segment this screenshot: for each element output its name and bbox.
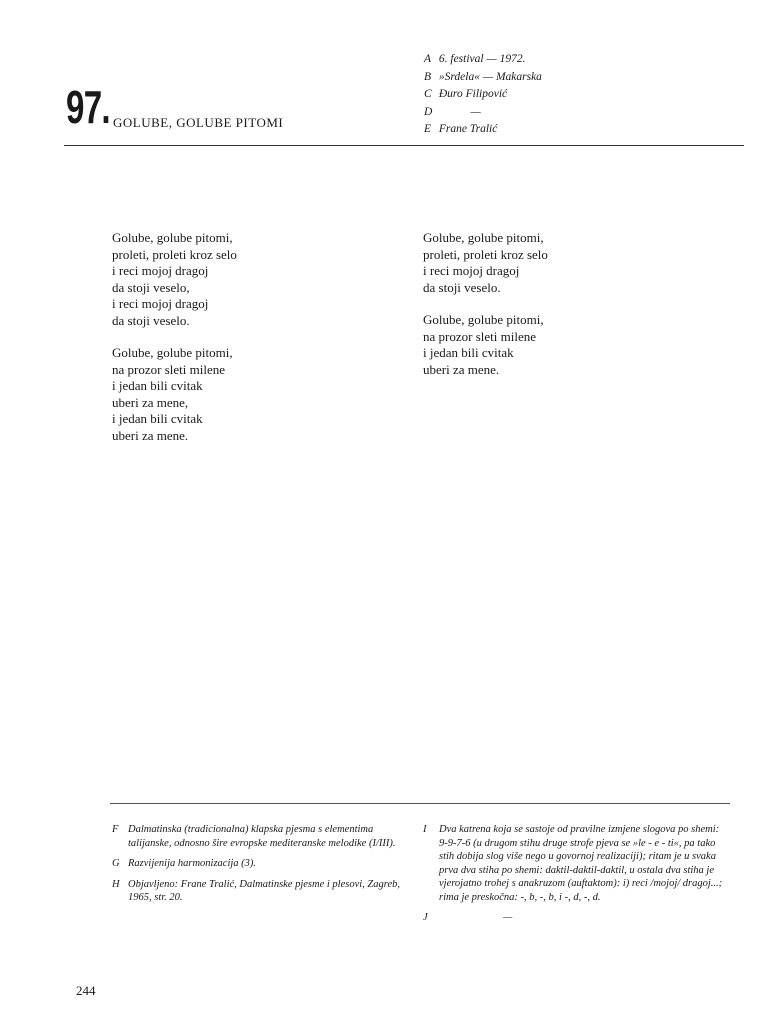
- lyric-line: uberi za mene,: [112, 394, 189, 410]
- note-key: I: [423, 824, 427, 835]
- lyric-line: da stoji veselo.: [423, 279, 501, 295]
- song-number: 97.: [66, 81, 110, 133]
- meta-value: Đuro Filipović: [438, 88, 508, 100]
- lyrics-right-column: [423, 230, 548, 394]
- meta-key: B: [424, 70, 432, 83]
- song-title: GOLUBE, GOLUBE PITOMI: [113, 115, 284, 130]
- metadata-block: [424, 51, 542, 139]
- note-key: F: [112, 824, 119, 835]
- meta-key: A: [424, 53, 432, 65]
- note-key: G: [112, 858, 120, 869]
- meta-row-a: [424, 51, 542, 69]
- lyric-line: da stoji veselo.: [112, 312, 190, 328]
- note-text: Dalmatinska (tradicionalna) klapska pjesma s elementima talijanske, odnosno šire evropske mediteranske melodike (I/III).: [128, 824, 396, 849]
- stanza-1: [423, 230, 548, 296]
- lyric-line: Golube, golube pitomi,: [112, 230, 233, 245]
- meta-value: —: [438, 105, 481, 118]
- note-f: [112, 823, 402, 850]
- notes-left-column: [112, 823, 402, 912]
- lyric-line: uberi za mene.: [112, 427, 189, 443]
- lyric-line: proleti, proleti kroz selo: [423, 246, 548, 262]
- meta-row-b: [424, 69, 542, 87]
- meta-value: Frane Tralić: [438, 123, 498, 135]
- note-text: —: [503, 912, 513, 923]
- lyric-line: Golube, golube pitomi,: [423, 312, 544, 327]
- header-divider: [64, 145, 744, 146]
- note-text: Razvijenija harmonizacija (3).: [128, 858, 257, 869]
- meta-key: C: [424, 88, 432, 100]
- meta-row-c: [424, 86, 542, 104]
- note-text: Dva katrena koja se sastoje od pravilne izmjene slogova po shemi: 9-9-7-6 (u drugom stihu druge strofe pjeva se »le - e - ti«, pa tako stih dobija slog više nego u govornoj realizaciji); ritam je u svaka prva dva stiha po shemi: daktil-daktil-daktil, u ostala dva stiha je vjerojatno trohej s anakruzom (auftaktom): i) reci /mojoj/ dragoj...; rima je preskočna: -, b, -, b, i -, d, -, d.: [439, 824, 723, 903]
- note-g: [112, 857, 402, 871]
- page-number: 244: [76, 983, 96, 998]
- meta-value: 6. festival — 1972.: [438, 53, 526, 65]
- lyric-line: i jedan bili cvitak: [423, 345, 514, 360]
- meta-row-d: [424, 104, 542, 122]
- lyric-line: na prozor sleti milene: [112, 361, 225, 377]
- note-key: H: [112, 878, 120, 890]
- note-i: [423, 823, 728, 904]
- lyric-line: Golube, golube pitomi,: [112, 345, 233, 360]
- lyric-line: i reci mojoj dragoj: [112, 296, 209, 311]
- meta-row-e: [424, 121, 542, 139]
- lyric-line: na prozor sleti milene: [423, 328, 536, 344]
- lyric-line: Golube, golube pitomi,: [423, 230, 544, 245]
- lyric-line: i reci mojoj dragoj: [423, 263, 520, 278]
- lyric-line: uberi za mene.: [423, 361, 500, 377]
- lyrics-left-column: [112, 230, 237, 460]
- stanza-1: [112, 230, 237, 329]
- notes-divider: [110, 803, 730, 804]
- note-text: Objavljeno: Frane Tralić, Dalmatinske pjesme i plesovi, Zagreb, 1965, str. 20.: [128, 878, 400, 903]
- lyric-line: i reci mojoj dragoj: [112, 263, 209, 278]
- lyric-line: proleti, proleti kroz selo: [112, 246, 237, 262]
- note-h: [112, 878, 402, 905]
- stanza-2: [112, 345, 237, 444]
- meta-key: E: [424, 123, 432, 135]
- lyric-line: i jedan bili cvitak: [112, 411, 203, 426]
- note-j: [423, 911, 728, 925]
- lyric-line: i jedan bili cvitak: [112, 378, 203, 393]
- note-key: J: [423, 912, 428, 923]
- lyric-line: da stoji veselo,: [112, 279, 190, 295]
- notes-right-column: [423, 823, 728, 932]
- meta-value: »Srdela« — Makarska: [438, 70, 542, 83]
- meta-key: D: [424, 105, 433, 118]
- stanza-2: [423, 312, 548, 378]
